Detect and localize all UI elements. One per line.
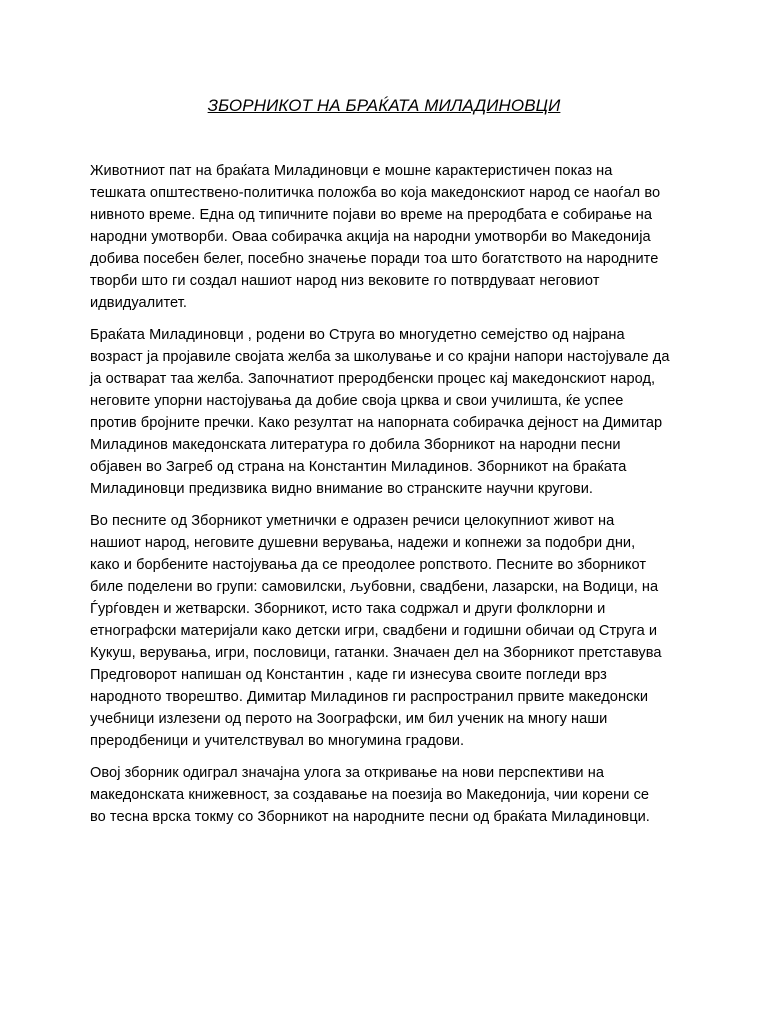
paragraph-3 (90, 510, 685, 752)
text-line: нашиот народ, неговите душевни верувања, надежи и копнежи за подобри дни, (90, 535, 636, 551)
text-line: ја остварат таа желба. Започнатиот преродбенски процес кај македонскиот народ, (90, 371, 656, 387)
text-line: учебници излезени од перото на Зоографски, им бил ученик на многу наши (90, 711, 608, 727)
text-line: Овој зборник одиграл значајна улога за откривање на нови перспективи на (90, 765, 605, 781)
text-line: Ѓурѓовден и жетварски. Зборникот, исто така содржал и други фолклорни и (90, 601, 606, 617)
text-line: Животниот пат на браќата Миладиновци е мошне карактеристичен показ на (90, 163, 613, 179)
document-title: ЗБОРНИКОТ НА БРАЌАТА МИЛАДИНОВЦИ (207, 96, 561, 115)
text-line: биле поделени во групи: самовилски, љубовни, свадбени, лазарски, на Водици, на (90, 579, 659, 595)
text-line: нивното време. Една од типичните појави во време на преродбата е собирање на (90, 207, 653, 223)
text-line: творби што ги создал нашиот народ низ вековите го потврдуваат неговиот (90, 273, 600, 289)
text-line: народното творештво. Димитар Миладинов ги распространил првите македонски (90, 689, 649, 705)
text-line: тешката општествено-политичка положба во која македонскиот народ се наоѓал во (90, 185, 661, 201)
text-line: како и борбените настојувања да се преодолее ропството. Песните во зборникот (90, 557, 647, 573)
text-line: возраст ја пројавиле својата желба за школување и со крајни напори настојувале да (90, 349, 670, 365)
text-line: неговите упорни настојувања да добие своја црква и свои училишта, ќе успее (90, 393, 624, 409)
text-line: етнографски материјали како детски игри, свадбени и годишни обичаи од Струга и (90, 623, 658, 639)
text-line: објавен во Загреб од страна на Константин Миладинов. Зборникот на браќата (90, 459, 627, 475)
text-line: во тесна врска токму со Зборникот на народните песни од браќата Миладиновци. (90, 809, 650, 825)
text-line: добива посебен белег, посебно значење поради тоа што богатството на народните (90, 251, 659, 267)
paragraph-4 (90, 762, 685, 828)
document-body (90, 160, 685, 838)
text-line: Миладиновци предизвика видно внимание во странските научни кругови. (90, 481, 593, 497)
paragraph-2 (90, 324, 685, 500)
text-line: Кукуш, верувања, игри, пословици, гатанки. Значаен дел на Зборникот претставува (90, 645, 662, 661)
text-line: идвидуалитет. (90, 295, 187, 311)
text-line: Предговорот напишан од Константин , каде ги изнесува своите погледи врз (90, 667, 607, 683)
text-line: македонската книжевност, за создавање на поезија во Македонија, чии корени се (90, 787, 650, 803)
text-line: против бројните пречки. Како резултат на напорната собирачка дејност на Димитар (90, 415, 663, 431)
text-line: Браќата Миладиновци , родени во Струга во многудетно семејство од најрана (90, 327, 625, 343)
text-line: народни умотворби. Оваа собирачка акција на народни умотворби во Македонија (90, 229, 651, 245)
text-line: Во песните од Зборникот уметнички е одразен речиси целокупниот живот на (90, 513, 615, 529)
paragraph-1 (90, 160, 685, 314)
text-line: преродбеници и учителствувал во многумина градови. (90, 733, 465, 749)
text-line: Миладинов македонската литература го добила Зборникот на народни песни (90, 437, 621, 453)
